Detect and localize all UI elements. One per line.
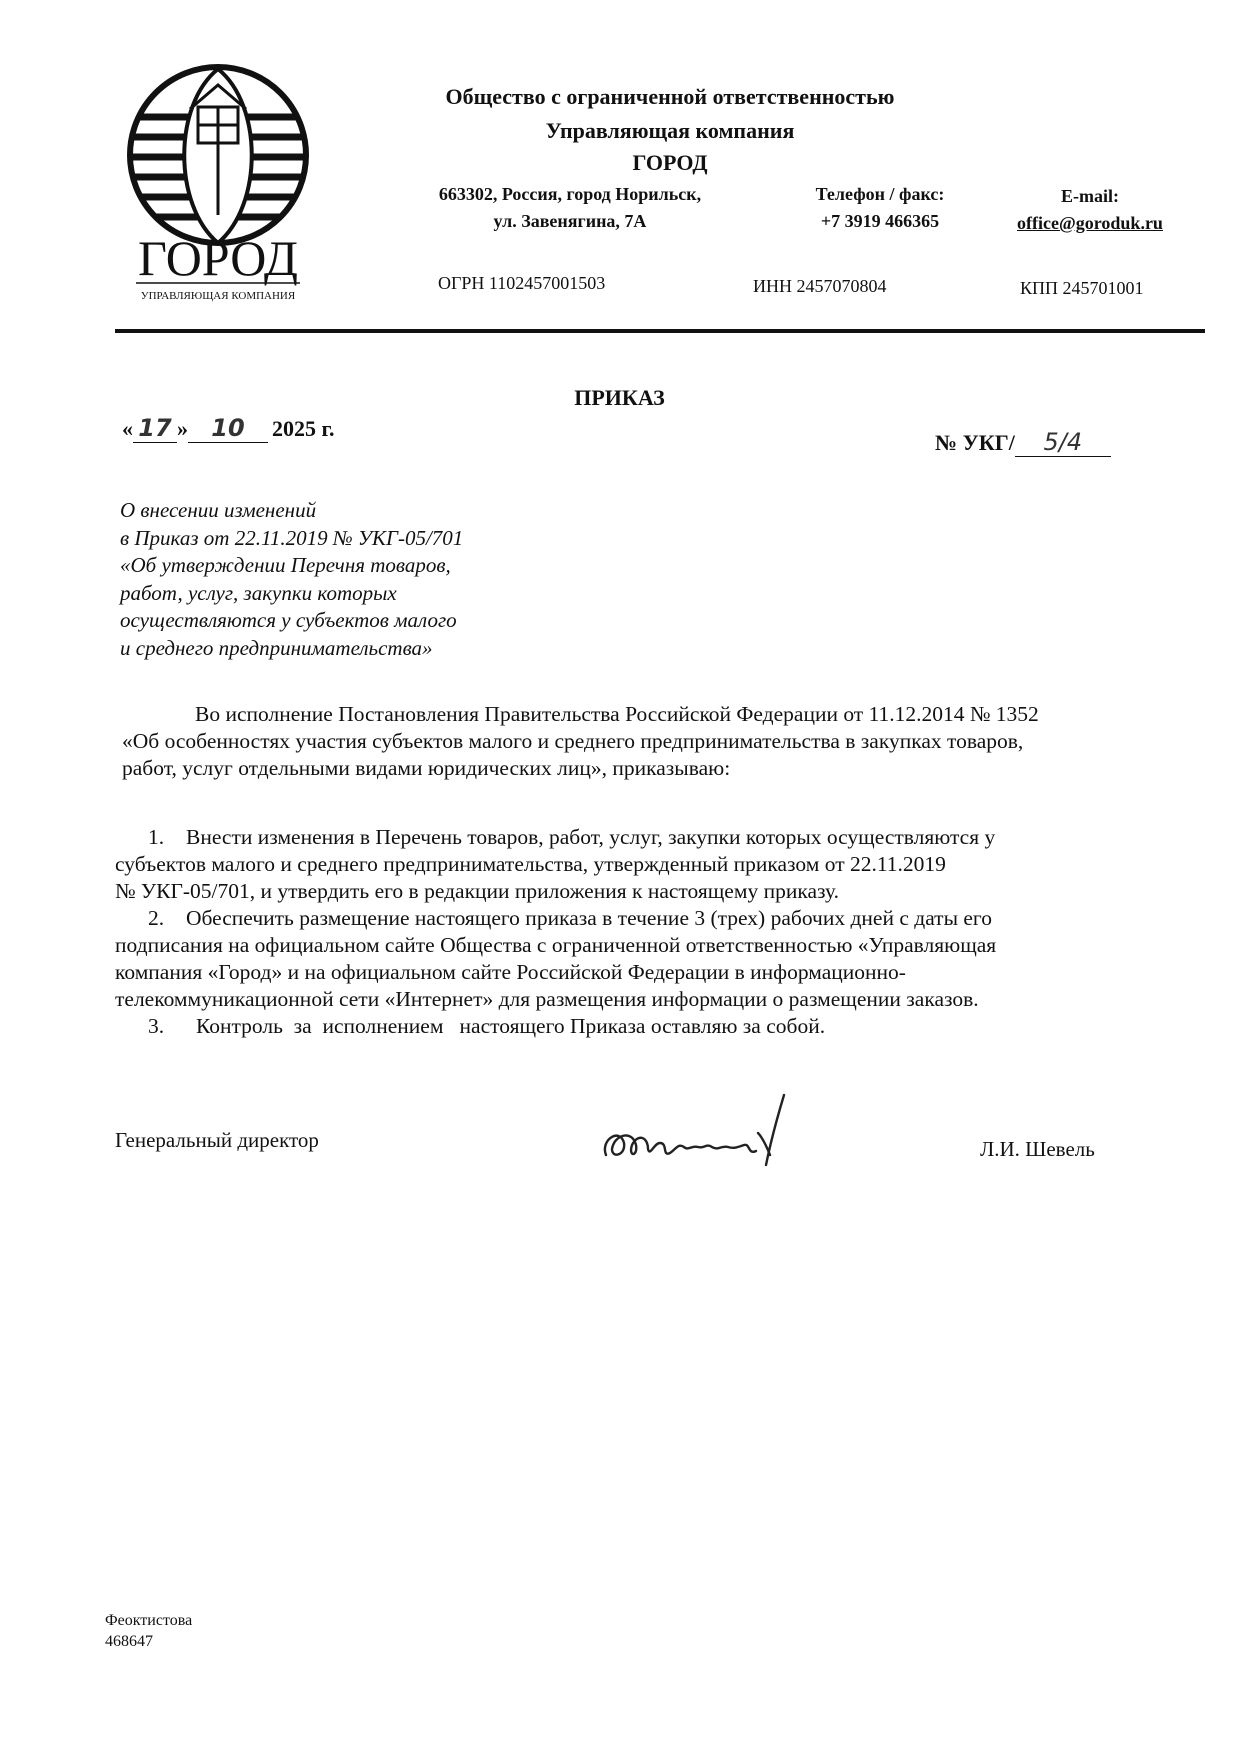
item-line: Контроль за исполнением настоящего Приказа оставляю за собой.	[196, 1014, 826, 1038]
preamble-line1: Во исполнение Постановления Правительства Российской Федерации от 11.12.2014 № 1352	[195, 702, 1039, 726]
item-line: субъектов малого и среднего предпринимательства, утвержденный приказом от 22.11.2019	[115, 852, 946, 876]
item-line: № УКГ-05/701, и утвердить его в редакции приложения к настоящему приказу.	[115, 879, 840, 903]
subject-line: в Приказ от 22.11.2019 № УКГ-05/701	[120, 525, 464, 550]
subject-line: и среднего предпринимательства»	[120, 635, 433, 660]
header-divider	[115, 329, 1205, 333]
globe-emblem-icon	[130, 67, 306, 243]
logo-text: ГОРОД	[138, 230, 298, 286]
address-line1: 663302, Россия, город Норильск,	[438, 184, 702, 204]
signer-name: Л.И. Шевель	[980, 1137, 1095, 1161]
item-line: Обеспечить размещение настоящего приказа в течение 3 (трех) рабочих дней с даты его	[186, 906, 992, 930]
subject-line: «Об утверждении Перечня товаров,	[120, 553, 451, 577]
date-day: 17	[133, 414, 177, 443]
email-link[interactable]: office@goroduk.ru	[1017, 213, 1163, 233]
item-number: 3.	[148, 1014, 165, 1038]
subject-line: работ, услуг, закупки которых	[120, 580, 397, 605]
email-label: E-mail:	[1061, 186, 1119, 206]
order-date	[122, 414, 335, 443]
executor-name: Феоктистова	[105, 1612, 193, 1629]
document-title: ПРИКАЗ	[574, 385, 665, 410]
kpp: КПП 245701001	[1020, 278, 1144, 298]
ogrn: ОГРН 1102457001503	[438, 273, 606, 293]
order-subject	[120, 497, 600, 662]
signer-position: Генеральный директор	[115, 1128, 319, 1152]
item-line: телекоммуникационной сети «Интернет» для размещения информации о размещении заказов.	[115, 987, 979, 1011]
date-open-quote: «	[122, 416, 133, 441]
preamble-line2: «Об особенностях участия субъектов малого и среднего предпринимательства в закупках товаров,	[122, 729, 1024, 753]
order-number-label: № УКГ/	[935, 430, 1015, 455]
address-line2: ул. Завенягина, 7А	[493, 211, 647, 231]
inn: ИНН 2457070804	[753, 276, 887, 296]
date-year: 2025 г.	[272, 416, 335, 441]
executor-info	[105, 1610, 192, 1652]
org-name-line1: Общество с ограниченной ответственностью	[445, 84, 895, 109]
handwritten-signature	[598, 1085, 808, 1185]
order-number	[935, 428, 1111, 457]
org-name-line3: ГОРОД	[632, 150, 708, 175]
subject-line: осуществляются у субъектов малого	[120, 608, 457, 632]
date-month: 10	[188, 414, 268, 443]
date-close-quote: »	[177, 416, 188, 441]
item-number: 1.	[148, 825, 165, 849]
preamble-line3: работ, услуг отдельными видами юридических лиц», приказываю:	[122, 756, 731, 780]
org-name-line2: Управляющая компания	[545, 118, 795, 143]
item-line: подписания на официальном сайте Общества с ограниченной ответственностью «Управляющая	[115, 933, 997, 957]
item-line: компания «Город» и на официальном сайте Российской Федерации в информационно-	[115, 960, 906, 984]
subject-line: О внесении изменений	[120, 498, 317, 522]
logo-subtext: УПРАВЛЯЮЩАЯ КОМПАНИЯ	[140, 290, 296, 302]
order-number-value: 5/4	[1015, 428, 1111, 457]
executor-phone: 468647	[105, 1633, 153, 1650]
item-line: Внести изменения в Перечень товаров, работ, услуг, закупки которых осуществляются у	[186, 825, 996, 849]
phone-label: Телефон / факс:	[815, 184, 945, 204]
company-logo	[118, 55, 318, 305]
phone-value: +7 3919 466365	[820, 211, 940, 231]
item-number: 2.	[148, 906, 165, 930]
